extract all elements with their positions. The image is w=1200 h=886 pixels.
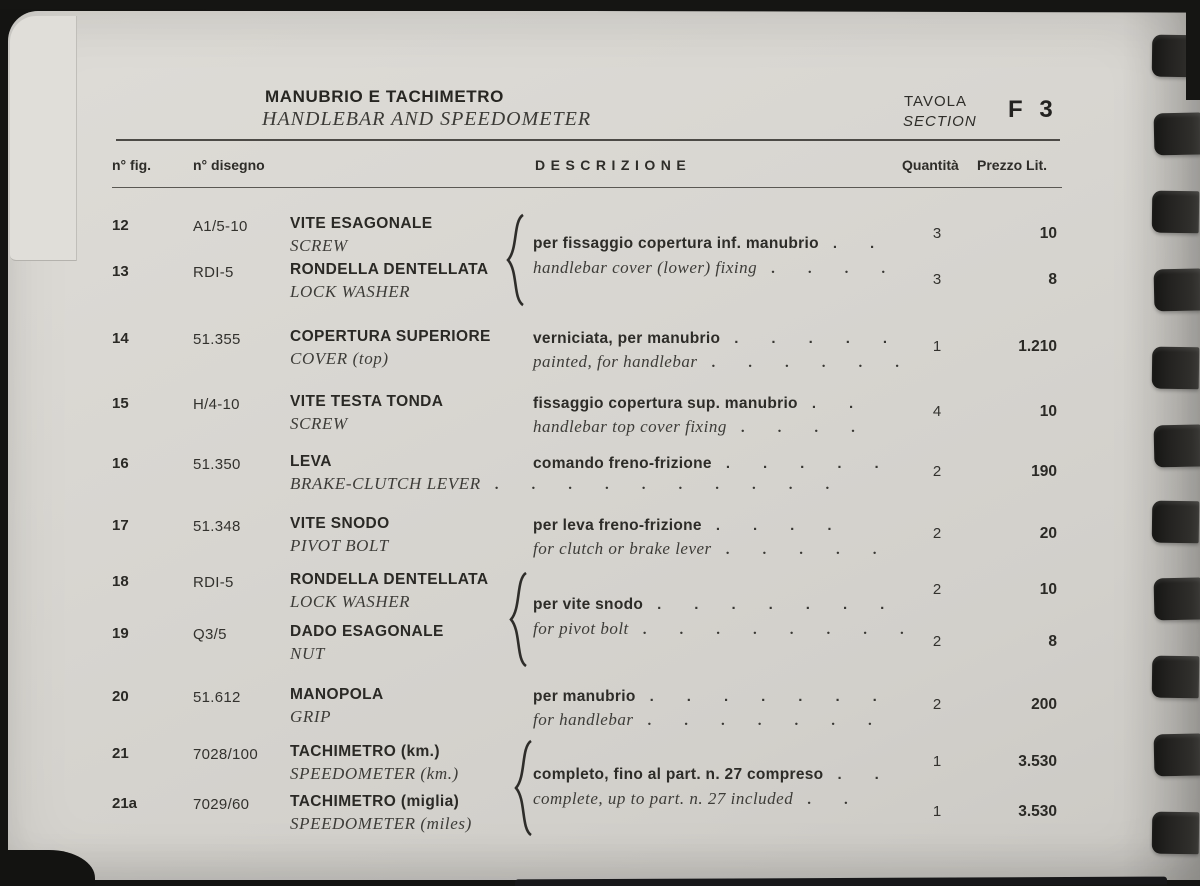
part-desc-it-text: verniciata, per manubrio [533,330,721,347]
part-name-en-text: NUT [290,644,325,663]
row-fig-number: 16 [112,455,129,472]
part-name-en [290,474,862,494]
price-value: 8 [1048,271,1057,288]
qty-value: 1 [932,803,942,820]
part-desc-en-text: for clutch or brake lever [533,539,712,558]
part-desc-it [533,395,886,413]
binding-tooth [1154,578,1200,621]
page-title-english: HANDLEBAR AND SPEEDOMETER [262,108,592,130]
qty-value: 1 [932,338,942,355]
part-name-it: TACHIMETRO (km.) [290,743,440,760]
binding-tooth [1154,425,1200,468]
part-desc-it [533,455,912,473]
part-name-en-text: BRAKE-CLUTCH LEVER [290,474,481,493]
leader-dots: ..... [734,330,921,347]
part-name-en-text: SCREW [290,236,348,255]
binding-tooth [1154,113,1200,156]
part-name-en-text: LOCK WASHER [290,282,411,301]
part-name-en [290,414,348,434]
part-name-en [290,707,331,727]
leader-dots: ........ [642,622,937,638]
row-drawing-number: A1/5-10 [193,218,248,235]
binding-tooth [1152,347,1200,390]
part-desc-en [533,539,909,559]
binding-tooth [1152,812,1200,855]
leader-dots: .... [740,420,888,436]
binding-tooth [1152,191,1200,234]
tavola-label: TAVOLA [904,93,967,110]
row-fig-number: 15 [112,395,129,412]
group-desc-it-text: per vite snodo [533,596,644,613]
group-desc-it-text: completo, fino al part. n. 27 compreso [533,766,824,783]
part-desc-it [533,517,865,535]
qty-value: 2 [932,633,942,650]
part-desc-en-text: for handlebar [533,710,634,729]
price-value: 8 [1048,633,1057,650]
binding-tooth [1152,656,1200,699]
group-desc-en-text: handlebar cover (lower) fixing [533,258,758,277]
group-brace [511,739,535,837]
part-desc-it-text: per leva freno-frizione [533,517,702,534]
group-desc-en [533,789,881,809]
part-desc-en-text: handlebar top cover fixing [533,417,727,436]
part-name-it: COPERTURA SUPERIORE [290,328,491,345]
part-desc-en [533,352,932,372]
part-name-en [290,592,410,612]
part-name-en-text: PIVOT BOLT [290,536,389,555]
group-desc-en [533,258,918,278]
leader-dots: ....... [657,596,918,613]
row-drawing-number: 51.355 [193,331,241,348]
group-desc-it-text: per fissaggio copertura inf. manubrio [533,235,819,252]
part-name-it: MANOPOLA [290,686,384,703]
row-fig-number: 20 [112,688,129,705]
row-fig-number: 17 [112,517,129,534]
section-code: F 3 [1008,96,1058,123]
row-drawing-number: 51.612 [193,689,241,706]
part-name-it: DADO ESAGONALE [290,623,444,640]
part-desc-en [533,710,905,730]
group-brace [506,571,530,668]
row-fig-number: 18 [112,573,129,590]
group-desc-it [533,235,907,253]
part-name-it: VITE SNODO [290,515,390,532]
part-desc-it-text: comando freno-frizione [533,455,712,472]
leader-dots: ..... [725,455,912,472]
part-name-en [290,349,389,369]
column-header-drawing: n° disegno [193,157,265,173]
row-fig-number: 21a [112,795,138,812]
leader-dots: .. [811,395,887,412]
group-desc-it [533,766,912,784]
row-drawing-number: 7029/60 [193,796,250,813]
qty-value: 3 [932,225,942,242]
row-fig-number: 21 [112,745,129,762]
leader-dots: ...... [711,355,932,371]
part-name-en [290,536,389,556]
part-name-it: VITE TESTA TONDA [290,393,444,410]
header-rule-top [116,139,1060,141]
price-value: 10 [1039,403,1057,420]
part-desc-it [533,688,910,706]
row-drawing-number: RDI-5 [193,264,234,281]
qty-value: 1 [932,753,942,770]
row-drawing-number: 51.350 [193,456,241,473]
group-desc-en-text: complete, up to part. n. 27 included [533,789,794,808]
part-desc-it [533,330,920,348]
part-name-en-text: SPEEDOMETER (miles) [290,814,472,833]
part-desc-en-text: painted, for handlebar [533,352,698,371]
scan-edge-right [1186,0,1200,100]
price-value: 1.210 [1018,338,1057,355]
part-name-en-text: GRIP [290,707,332,726]
price-value: 200 [1031,696,1057,713]
qty-value: 2 [932,463,942,480]
column-header-quantity: Quantità [902,157,959,173]
price-value: 190 [1031,463,1057,480]
leader-dots: .. [832,235,908,252]
part-name-en-text: LOCK WASHER [290,592,411,611]
binding-tooth [1152,501,1200,544]
leader-dots: ....... [647,713,905,729]
part-name-it: LEVA [290,453,332,470]
part-name-it: RONDELLA DENTELLATA [290,261,489,278]
part-name-en [290,644,325,664]
qty-value: 4 [932,403,942,420]
qty-value: 2 [932,525,942,542]
price-value: 10 [1039,581,1057,598]
row-fig-number: 12 [112,217,129,234]
under-page-corner [10,16,77,261]
row-fig-number: 13 [112,263,129,280]
binding-tooth [1154,269,1200,312]
leader-dots: .......... [494,477,863,493]
row-drawing-number: H/4-10 [193,396,240,413]
group-desc-en [533,619,937,639]
part-name-en [290,282,410,302]
part-name-en [290,764,459,784]
row-drawing-number: RDI-5 [193,574,234,591]
group-brace [503,213,527,307]
qty-value: 2 [932,581,942,598]
binding-tooth [1154,734,1200,777]
part-name-en [290,236,348,256]
part-name-en-text: SCREW [290,414,348,433]
row-fig-number: 14 [112,330,129,347]
row-drawing-number: Q3/5 [193,626,227,643]
column-header-price: Prezzo Lit. [977,157,1048,173]
row-drawing-number: 51.348 [193,518,241,535]
leader-dots: .... [771,261,919,277]
part-name-it: VITE ESAGONALE [290,215,433,232]
leader-dots: .. [807,792,881,808]
price-value: 3.530 [1018,753,1057,770]
price-value: 10 [1039,225,1057,242]
qty-value: 3 [932,271,942,288]
leader-dots: ..... [725,542,910,558]
leader-dots: ....... [649,688,910,705]
qty-value: 2 [932,696,942,713]
price-value: 20 [1039,525,1057,542]
part-name-it: RONDELLA DENTELLATA [290,571,489,588]
column-header-description: DESCRIZIONE [535,157,692,173]
page-title-italian: MANUBRIO E TACHIMETRO [265,87,504,106]
leader-dots: .... [715,517,865,534]
part-name-it: TACHIMETRO (miglia) [290,793,460,810]
price-value: 3.530 [1018,803,1057,820]
group-desc-it [533,596,917,614]
row-drawing-number: 7028/100 [193,746,258,763]
part-name-en [290,814,472,834]
part-name-en-text: COVER (top) [290,349,389,368]
row-fig-number: 19 [112,625,129,642]
part-name-en-text: SPEEDOMETER (km.) [290,764,459,783]
section-label: SECTION [903,113,977,130]
header-rule-bottom [112,187,1062,188]
paper-sheet [8,11,1200,880]
group-desc-en-text: for pivot bolt [533,619,629,638]
part-desc-en [533,417,888,437]
part-desc-it-text: per manubrio [533,688,636,705]
part-desc-it-text: fissaggio copertura sup. manubrio [533,395,798,412]
column-header-fig: n° fig. [112,157,152,173]
leader-dots: .. [837,766,912,783]
